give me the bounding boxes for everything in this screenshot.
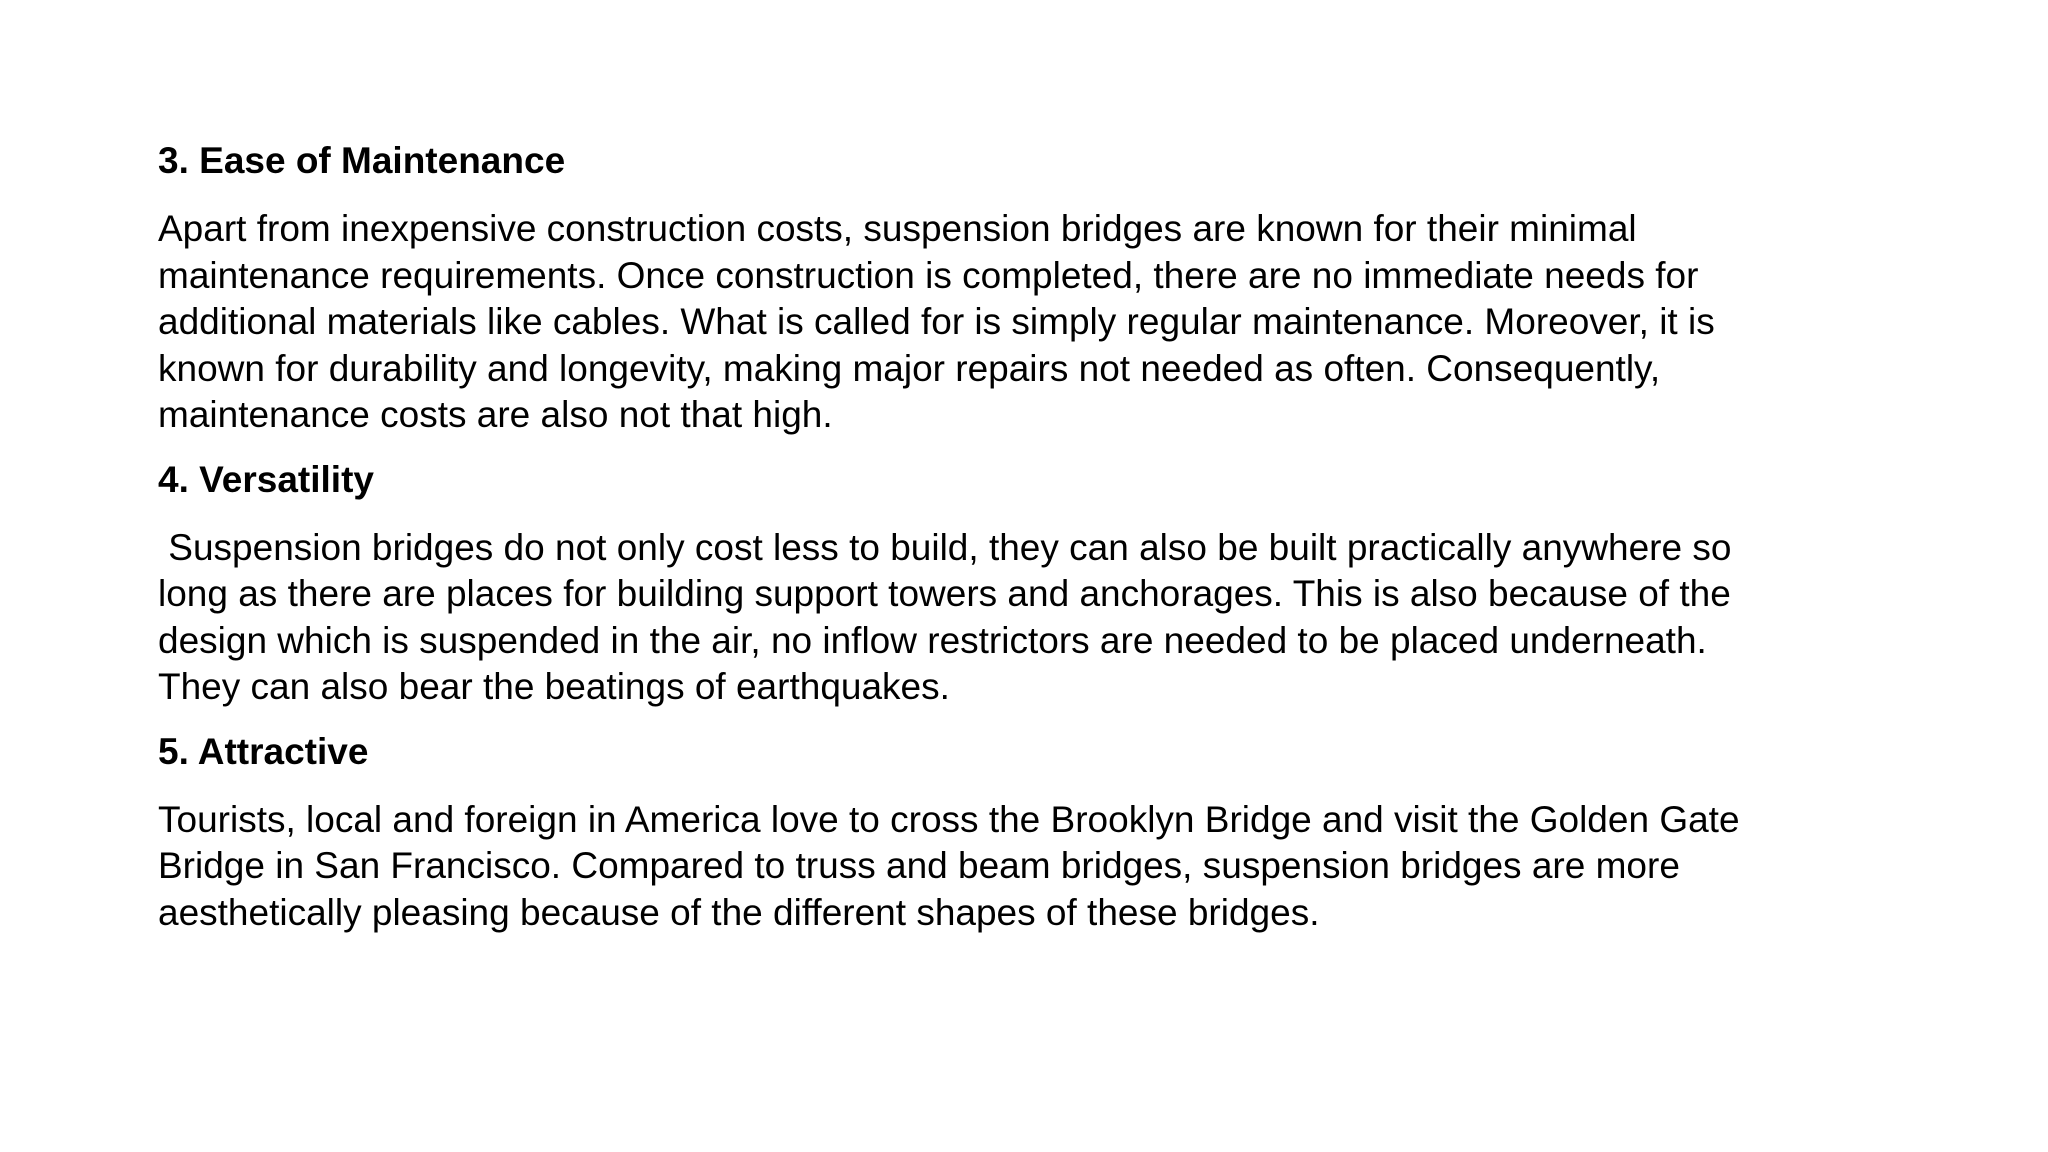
section-body-ease-of-maintenance [158, 206, 1898, 439]
slide-content [158, 138, 1898, 954]
body-line: Tourists, local and foreign in America love to cross the Brooklyn Bridge and visit the Golden Gate [158, 798, 1740, 840]
body-line: known for durability and longevity, making major repairs not needed as often. Consequently, [158, 347, 1661, 389]
section-heading-ease-of-maintenance: 3. Ease of Maintenance [158, 140, 566, 181]
body-line: additional materials like cables. What is called for is simply regular maintenance. Moreover, it is [158, 301, 1715, 342]
body-line: maintenance costs are also not that high. [158, 394, 833, 435]
body-line: They can also bear the beatings of earthquakes. [158, 666, 950, 707]
section-body-versatility [158, 525, 1898, 711]
body-line: Apart from inexpensive construction costs, suspension bridges are known for their minimal [158, 208, 1637, 249]
section-body-attractive [158, 797, 1898, 937]
section-heading-attractive: 5. Attractive [158, 730, 369, 772]
body-line: Suspension bridges do not only cost less to build, they can also be built practically anywhere so [158, 526, 1732, 568]
body-line: Bridge in San Francisco. Compared to truss and beam bridges, suspension bridges are more [158, 845, 1680, 886]
body-line: design which is suspended in the air, no inflow restrictors are needed to be placed underneath. [158, 619, 1707, 661]
body-line: maintenance requirements. Once construction is completed, there are no immediate needs for [158, 254, 1699, 296]
body-line: aesthetically pleasing because of the different shapes of these bridges. [158, 891, 1320, 933]
body-line: long as there are places for building support towers and anchorages. This is also because of the [158, 573, 1731, 614]
section-heading-versatility: 4. Versatility [158, 458, 374, 500]
